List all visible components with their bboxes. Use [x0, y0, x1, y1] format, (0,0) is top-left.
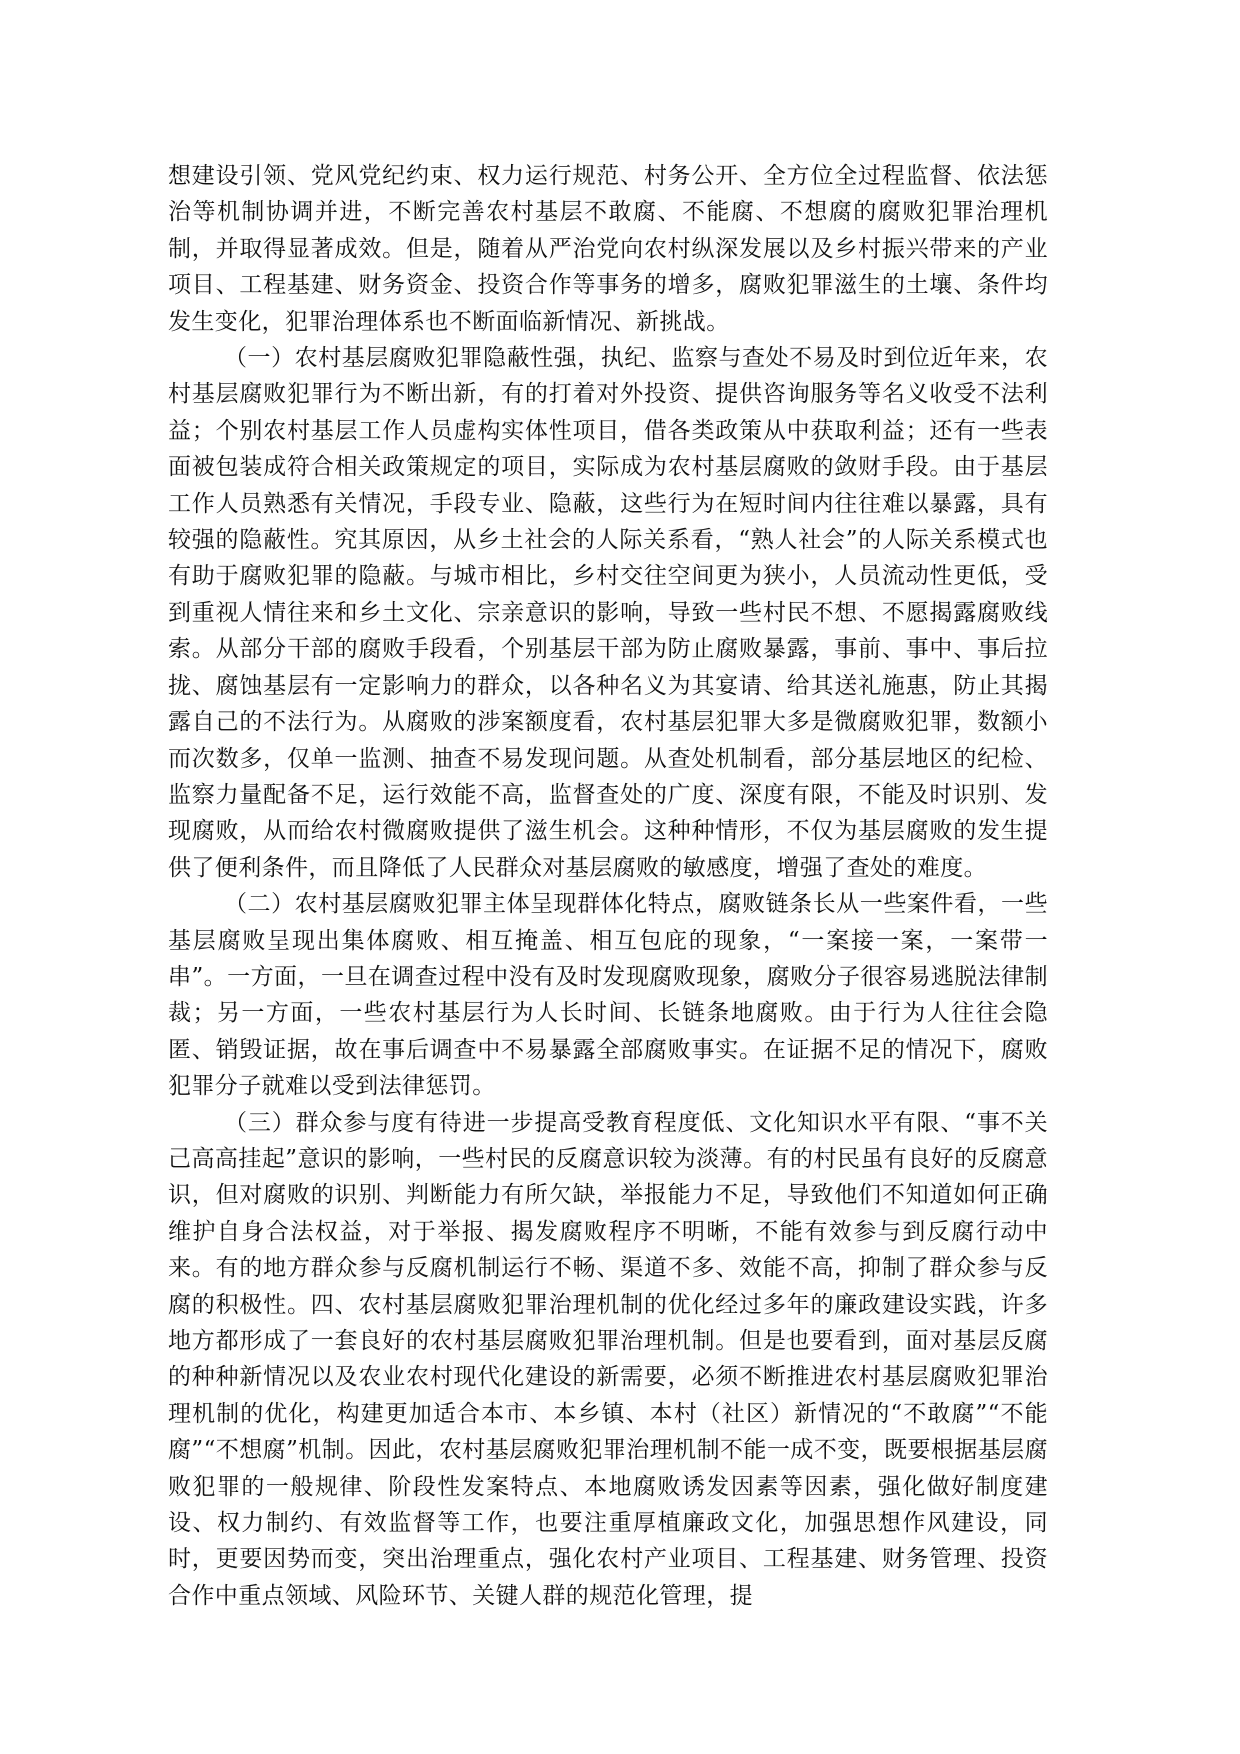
paragraph-section-2: （二）农村基层腐败犯罪主体呈现群体化特点，腐败链条长从一些案件看，一些基层腐败呈现出集体腐败、相互掩盖、相互包庇的现象，“一案接一案，一案带一串”。一方面，一旦在调查过程中没有及时发现腐败现象，腐败分子很容易逃脱法律制裁；另一方面，一些农村基层行为人长时间、长链条地腐败。由于行为人往往会隐匿、销毁证据，故在事后调查中不易暴露全部腐败事实。在证据不足的情况下，腐败犯罪分子就难以受到法律惩罚。 — [168, 891, 1048, 1100]
document-page — [168, 158, 1048, 1614]
paragraph-section-3: （三）群众参与度有待进一步提高受教育程度低、文化知识水平有限、“事不关己高高挂起”意识的影响，一些村民的反腐意识较为淡薄。有的村民虽有良好的反腐意识，但对腐败的识别、判断能力有所欠缺，举报能力不足，导致他们不知道如何正确维护自身合法权益，对于举报、揭发腐败程序不明晰，不能有效参与到反腐行动中来。有的地方群众参与反腐机制运行不畅、渠道不多、效能不高，抑制了群众参与反腐的积极性。四、农村基层腐败犯罪治理机制的优化经过多年的廉政建设实践，许多地方都形成了一套良好的农村基层腐败犯罪治理机制。但是也要看到，面对基层反腐的种种新情况以及农业农村现代化建设的新需要，必须不断推进农村基层腐败犯罪治理机制的优化，构建更加适合本市、本乡镇、本村（社区）新情况的“不敢腐”“不能腐”“不想腐”机制。因此，农村基层腐败犯罪治理机制不能一成不变，既要根据基层腐败犯罪的一般规律、阶段性发案特点、本地腐败诱发因素等因素，强化做好制度建设、权力制约、有效监督等工作，也要注重厚植廉政文化，加强思想作风建设，同时，更要因势而变，突出治理重点，强化农村产业项目、工程基建、财务管理、投资合作中重点领域、风险环节、关键人群的规范化管理，提 — [168, 1109, 1048, 1609]
paragraph-continuation: 想建设引领、党风党纪约束、权力运行规范、村务公开、全方位全过程监督、依法惩治等机制协调并进，不断完善农村基层不敢腐、不能腐、不想腐的腐败犯罪治理机制，并取得显著成效。但是，随着从严治党向农村纵深发展以及乡村振兴带来的产业项目、工程基建、财务资金、投资合作等事务的增多，腐败犯罪滋生的土壤、条件均发生变化，犯罪治理体系也不断面临新情况、新挑战。 — [168, 163, 1048, 335]
paragraph-section-1: （一）农村基层腐败犯罪隐蔽性强，执纪、监察与查处不易及时到位近年来，农村基层腐败犯罪行为不断出新，有的打着对外投资、提供咨询服务等名义收受不法利益；个别农村基层工作人员虚构实体性项目，借各类政策从中获取利益；还有一些表面被包装成符合相关政策规定的项目，实际成为农村基层腐败的敛财手段。由于基层工作人员熟悉有关情况，手段专业、隐蔽，这些行为在短时间内往往难以暴露，具有较强的隐蔽性。究其原因，从乡土社会的人际关系看，“熟人社会”的人际关系模式也有助于腐败犯罪的隐蔽。与城市相比，乡村交往空间更为狭小，人员流动性更低，受到重视人情往来和乡土文化、宗亲意识的影响，导致一些村民不想、不愿揭露腐败线索。从部分干部的腐败手段看，个别基层干部为防止腐败暴露，事前、事中、事后拉拢、腐蚀基层有一定影响力的群众，以各种名义为其宴请、给其送礼施惠，防止其揭露自己的不法行为。从腐败的涉案额度看，农村基层犯罪大多是微腐败犯罪，数额小而次数多，仅单一监测、抽查不易发现问题。从查处机制看，部分基层地区的纪检、监察力量配备不足，运行效能不高，监督查处的广度、深度有限，不能及时识别、发现腐败，从而给农村微腐败提供了滋生机会。这种种情形，不仅为基层腐败的发生提供了便利条件，而且降低了人民群众对基层腐败的敏感度，增强了查处的难度。 — [168, 345, 1048, 881]
